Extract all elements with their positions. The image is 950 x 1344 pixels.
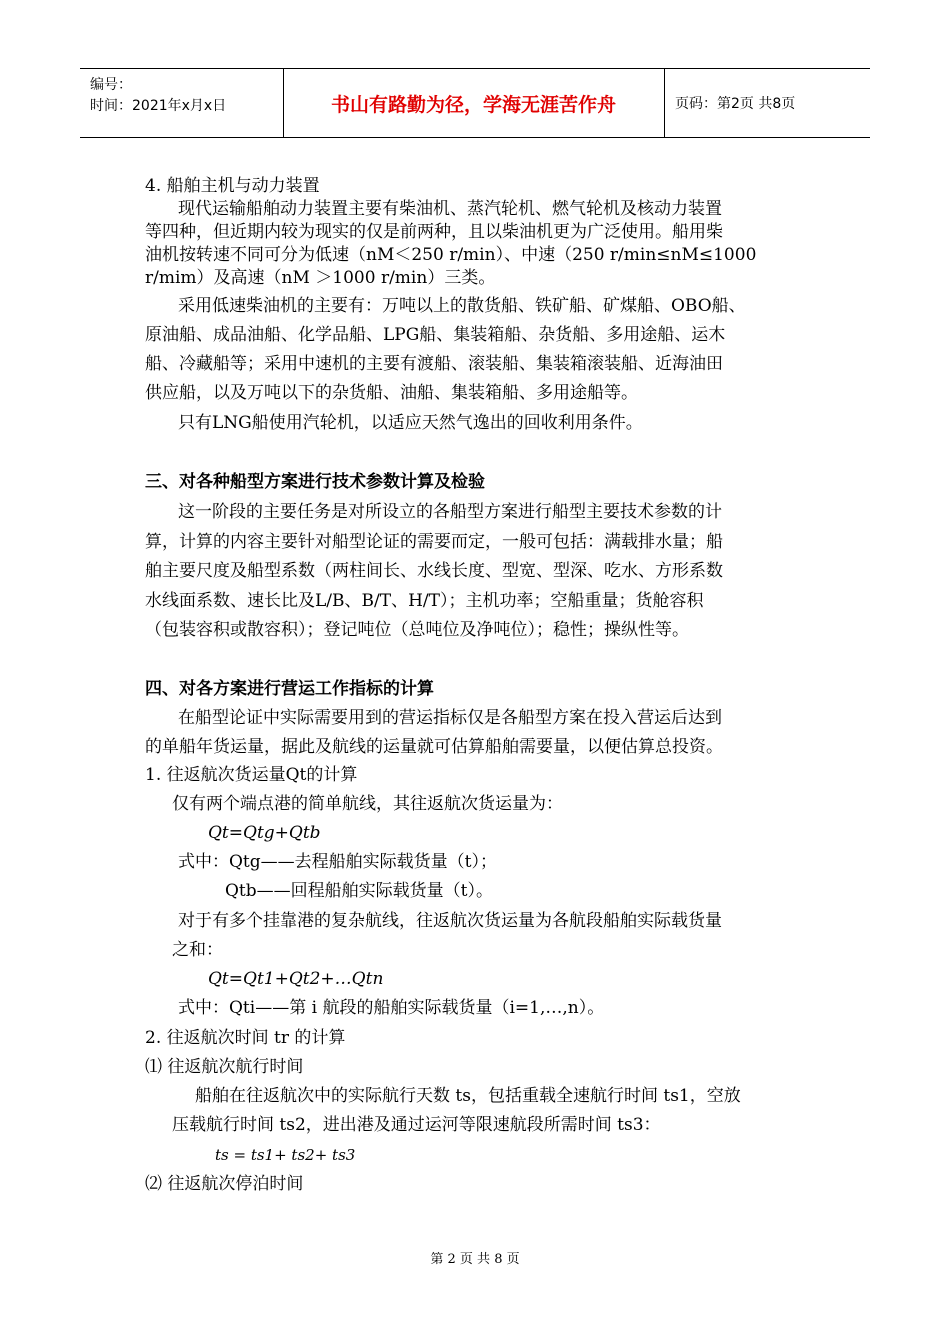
paragraph-line: 油机按转速不同可分为低速（nM＜250 r/min）、中速（250 r/min≤nM≤1000 [145,245,757,265]
section-heading: 三、对各种船型方案进行技术参数计算及检验 [145,472,485,492]
paragraph-line: 船、冷藏船等；采用中速机的主要有渡船、滚装船、集装箱滚装船、近海油田 [145,354,723,374]
paragraph-line: 的单船年货运量，据此及航线的运量就可估算船舶需要量，以便估算总投资。 [145,737,723,757]
formula: Qt=Qt1+Qt2+…Qtn [208,969,384,989]
page-header [80,68,870,138]
subsection-heading: 2. 往返航次时间 tr 的计算 [145,1028,346,1048]
subsection-heading: ⑵ 往返航次停泊时间 [145,1174,304,1194]
header-divider [664,69,665,137]
section-heading: 四、对各方案进行营运工作指标的计算 [145,679,434,699]
header-meta [90,75,226,117]
paragraph-line: 这一阶段的主要任务是对所设立的各船型方案进行船型主要技术参数的计 [178,502,722,522]
paragraph-line: 船舶在往返航次中的实际航行天数 ts，包括重载全速航行时间 ts1，空放 [195,1086,741,1106]
formula: Qt=Qtg+Qtb [208,823,321,843]
subsection-heading: 1. 往返航次货运量Qt的计算 [145,765,358,785]
formula-legend: Qtb——回程船舶实际载货量（t）。 [225,881,493,901]
formula: ts = ts1+ ts2+ ts3 [215,1146,356,1164]
document-number: 编号： [90,77,132,93]
header-motto: 书山有路勤为径，学海无涯苦作舟 [330,93,616,116]
formula-legend: 式中：Qtg——去程船舶实际载货量（t）； [178,852,497,872]
paragraph-line: 供应船，以及万吨以下的杂货船、油船、集装箱船、多用途船等。 [145,383,638,403]
paragraph-line: 等四种，但近期内较为现实的仅是前两种，且以柴油机更为广泛使用。船用柴 [145,222,723,242]
paragraph-line: （包装容积或散容积）；登记吨位（总吨位及净吨位）；稳性；操纵性等。 [145,620,689,640]
paragraph-line: 压载航行时间 ts2，进出港及通过运河等限速航段所需时间 ts3： [172,1115,661,1135]
paragraph-line: 只有LNG船使用汽轮机，以适应天然气逸出的回收利用条件。 [178,413,643,433]
paragraph-line: 采用低速柴油机的主要有：万吨以上的散货船、铁矿船、矿煤船、OBO船、 [178,296,746,316]
paragraph-line: 算，计算的内容主要针对船型论证的需要而定，一般可包括：满载排水量；船 [145,532,723,552]
paragraph-line: 对于有多个挂靠港的复杂航线，往返航次货运量为各航段船舶实际载货量 [178,911,722,931]
paragraph-line: 现代运输船舶动力装置主要有柴油机、蒸汽轮机、燃气轮机及核动力装置 [178,199,722,219]
paragraph-line: 舶主要尺度及船型系数（两柱间长、水线长度、型宽、型深、吃水、方形系数 [145,561,723,581]
paragraph-line: 原油船、成品油船、化学品船、LPG船、集装箱船、杂货船、多用途船、运木 [145,325,726,345]
header-page-number: 页码：第2页 共8页 [675,96,796,112]
paragraph-line: 水线面系数、速长比及L/B、B/T、H/T）；主机功率；空船重量；货舱容积 [145,591,704,611]
document-date: 时间：2021年x月x日 [90,98,227,114]
paragraph-line: 在船型论证中实际需要用到的营运指标仅是各船型方案在投入营运后达到 [178,708,722,728]
formula-legend: 式中：Qti——第 i 航段的船舶实际载货量（i=1,…,n）。 [178,998,605,1018]
subsection-heading: ⑴ 往返航次航行时间 [145,1057,304,1077]
paragraph-line: 之和： [172,940,223,960]
page-footer: 第 2 页 共 8 页 [430,1252,520,1267]
paragraph-line: 仅有两个端点港的简单航线，其往返航次货运量为： [172,794,563,814]
section-heading: 4. 船舶主机与动力装置 [145,176,320,196]
paragraph-line: r/mim）及高速（nM ＞1000 r/min）三类。 [145,268,496,288]
